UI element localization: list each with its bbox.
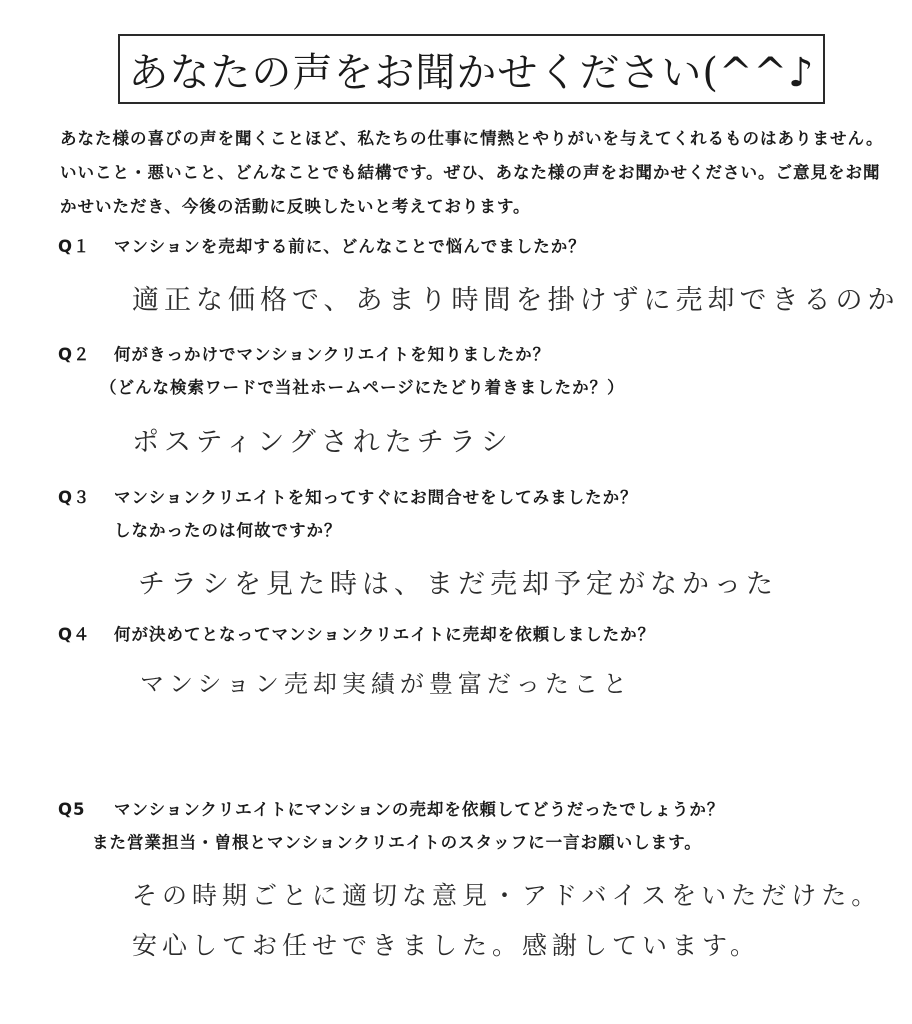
question-5: [58, 793, 724, 826]
page-title: [118, 34, 825, 104]
question-2: [58, 338, 550, 371]
question-1: [58, 230, 586, 263]
question-number: Q２: [58, 345, 91, 364]
question-number: Q４: [58, 625, 91, 644]
question-3: [58, 481, 638, 514]
question-number: Q３: [58, 488, 91, 507]
answer-3: チラシを見た時は、まだ売却予定がなかった: [138, 569, 778, 600]
question-text: マンションを売却する前に、どんなことで悩んでましたか？: [114, 237, 586, 256]
answer-5-line-1: その時期ごとに適切な意見・アドバイスをいただけた。: [132, 881, 882, 910]
question-text: マンションクリエイトにマンションの売却を依頼してどうだったでしょうか？: [114, 800, 725, 819]
question-5-subtext: また営業担当・曽根とマンションクリエイトのスタッフに一言お願いします。: [92, 833, 702, 852]
answer-1: 適正な価格で、あまり時間を掛けずに売却できるのか: [132, 285, 900, 316]
intro-paragraph: あなた様の喜びの声を聞くことほど、私たちの仕事に情熱とやりがいを与えてくれるものはありません。いいこと・悪いこと、どんなことでも結構です。ぜひ、あなた様の声をお聞かせください。ご意見をお聞かせいただき、今後の活動に反映したいと考えております。: [60, 129, 884, 216]
question-4: [58, 618, 655, 651]
answer-5-line-2: 安心してお任せできました。感謝しています。: [132, 931, 761, 960]
question-text: マンションクリエイトを知ってすぐにお問合せをしてみましたか？: [114, 488, 638, 507]
question-number: Q１: [58, 237, 91, 256]
answer-4: マンション売却実績が豊富だったこと: [140, 670, 632, 698]
answer-2: ポスティングされたチラシ: [132, 427, 513, 458]
question-text: 何が決めてとなってマンションクリエイトに売却を依頼しましたか？: [114, 625, 656, 644]
question-3-subtext: しなかったのは何故ですか？: [114, 521, 342, 540]
page-title-text: あなたの声をお聞かせください(^^♪: [128, 49, 815, 96]
question-number: Q5: [58, 800, 86, 819]
question-text: 何がきっかけでマンションクリエイトを知りましたか？: [114, 345, 551, 364]
question-2-subtext: （どんな検索ワードで当社ホームページにたどり着きましたか？）: [100, 378, 625, 397]
